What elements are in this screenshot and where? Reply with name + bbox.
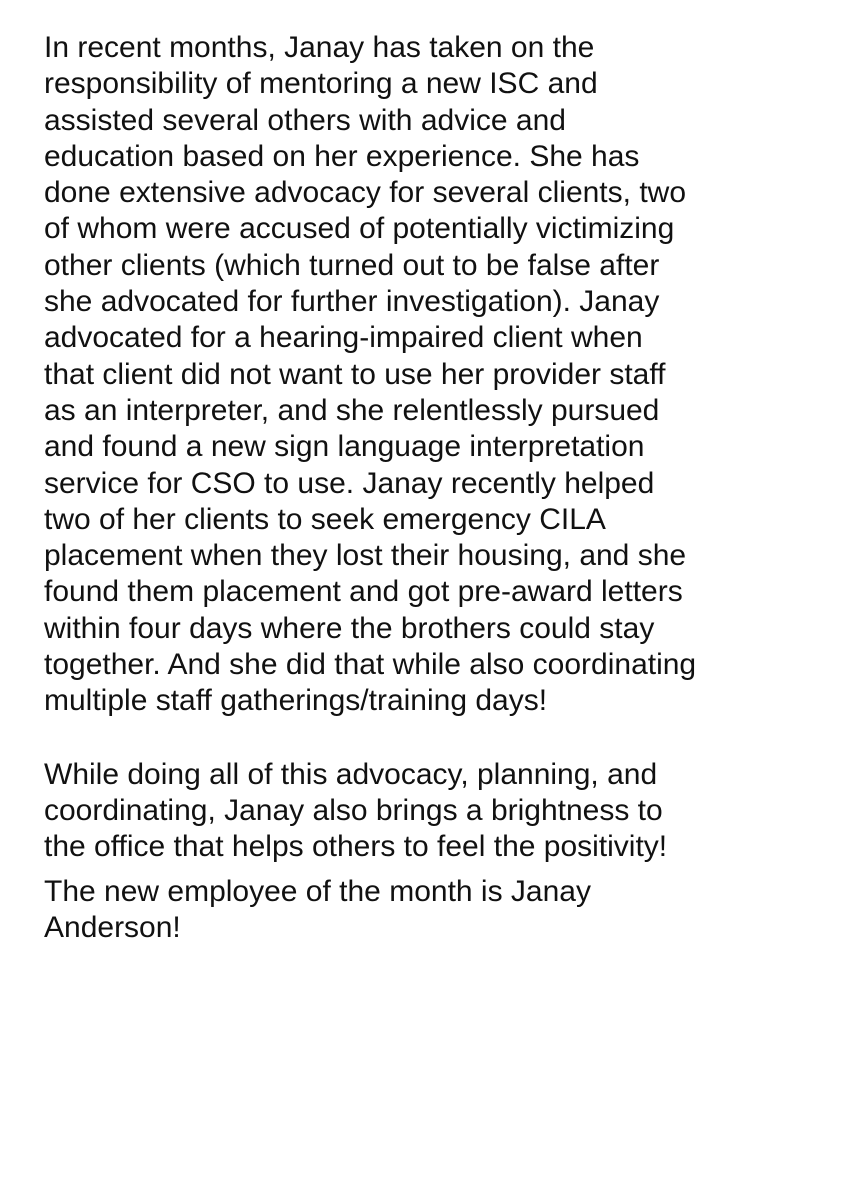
text-line: within four days where the brothers could stay [44,611,655,645]
text-line: done extensive advocacy for several clients, two [44,176,686,210]
text-line: The new employee of the month is Janay [44,874,591,908]
text-line: and found a new sign language interpretation [44,430,645,464]
text-line: two of her clients to seek emergency CILA [44,502,606,536]
text-line: found them placement and got pre-award letters [44,575,683,609]
text-line: together. And she did that while also coordinating [44,648,697,682]
document-body [44,30,824,946]
text-line: as an interpreter, and she relentlessly pursued [44,393,660,427]
text-line: that client did not want to use her provider staff [44,357,666,391]
text-line: While doing all of this advocacy, planning, and [44,757,658,791]
text-line: she advocated for further investigation). Janay [44,285,660,319]
paragraph-accomplishments [44,30,824,720]
text-line: the office that helps others to feel the positivity! [44,830,668,864]
text-line: of whom were accused of potentially victimizing [44,212,675,246]
text-line: placement when they lost their housing, and she [44,539,687,573]
text-line: Anderson! [44,910,181,944]
text-line: responsibility of mentoring a new ISC and [44,67,598,101]
text-line: coordinating, Janay also brings a brightness to [44,793,663,827]
text-line: assisted several others with advice and [44,103,566,137]
paragraph-brightness [44,757,824,866]
text-line: advocated for a hearing-impaired client when [44,321,643,355]
text-line: education based on her experience. She has [44,139,640,173]
text-line: service for CSO to use. Janay recently helped [44,466,655,500]
paragraph-announcement [44,874,824,947]
text-line: multiple staff gatherings/training days! [44,684,548,718]
text-line: other clients (which turned out to be false after [44,248,660,282]
text-line: In recent months, Janay has taken on the [44,31,595,64]
